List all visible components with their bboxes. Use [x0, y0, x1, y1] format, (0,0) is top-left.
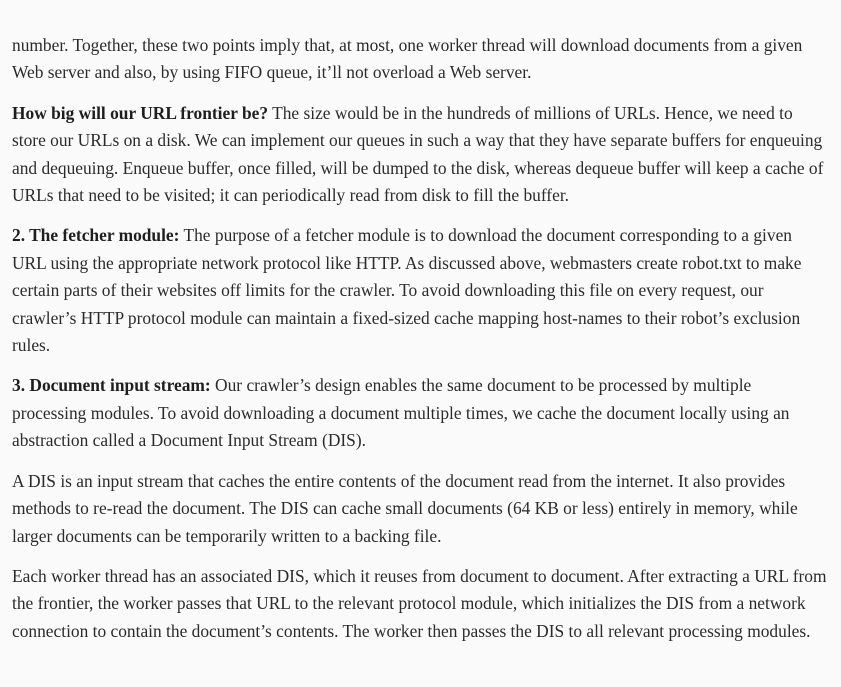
paragraph-text: Our crawler’s design enables the same document to be processed by multiple processing modules. To avoid downloading a document multiple times, we cache the document locally using an abstraction called a Document Input Stream (DIS).	[12, 375, 790, 451]
paragraph-url-frontier-size	[12, 100, 829, 210]
paragraph-document-input-stream	[12, 372, 829, 454]
paragraph-dis-definition	[12, 468, 829, 550]
paragraph-text: The purpose of a fetcher module is to download the document corresponding to a given URL using the appropriate network protocol like HTTP. As discussed above, webmasters create robot.txt to make certain parts of their websites off limits for the crawler. To avoid downloading this file on every request, our crawler’s HTTP protocol module can maintain a fixed-sized cache mapping host-names to their robot’s exclusion rules.	[12, 225, 802, 356]
paragraph-worker-dis	[12, 563, 829, 645]
paragraph-lead-heading: 2. The fetcher module:	[12, 225, 180, 246]
paragraph-text: number. Together, these two points imply that, at most, one worker thread will download documents from a given Web server and also, by using FIFO queue, it’ll not overload a Web server.	[12, 35, 803, 83]
paragraph-text: A DIS is an input stream that caches the entire contents of the document read from the internet. It also provides methods to re-read the document. The DIS can cache small documents (64 KB or less) entirely in memory, while larger documents can be temporarily written to a backing file.	[12, 470, 798, 546]
paragraph-lead-heading: How big will our URL frontier be?	[12, 102, 269, 123]
paragraph-fifo-summary	[12, 32, 829, 87]
paragraph-lead-heading: 3. Document input stream:	[12, 375, 211, 396]
paragraph-text: Each worker thread has an associated DIS, which it reuses from document to document. After extracting a URL from the frontier, the worker passes that URL to the relevant protocol module, which initializes the DIS from a network connection to contain the document’s contents. The worker then passes the DIS to all relevant processing modules.	[12, 565, 827, 641]
paragraph-text: The size would be in the hundreds of millions of URLs. Hence, we need to store our URLs on a disk. We can implement our queues in such a way that they have separate buffers for enqueuing and dequeuing. Enqueue buffer, once filled, will be dumped to the disk, whereas dequeue buffer will keep a cache of URLs that need to be visited; it can periodically read from disk to fill the buffer.	[12, 102, 824, 206]
paragraph-fetcher-module	[12, 222, 829, 359]
